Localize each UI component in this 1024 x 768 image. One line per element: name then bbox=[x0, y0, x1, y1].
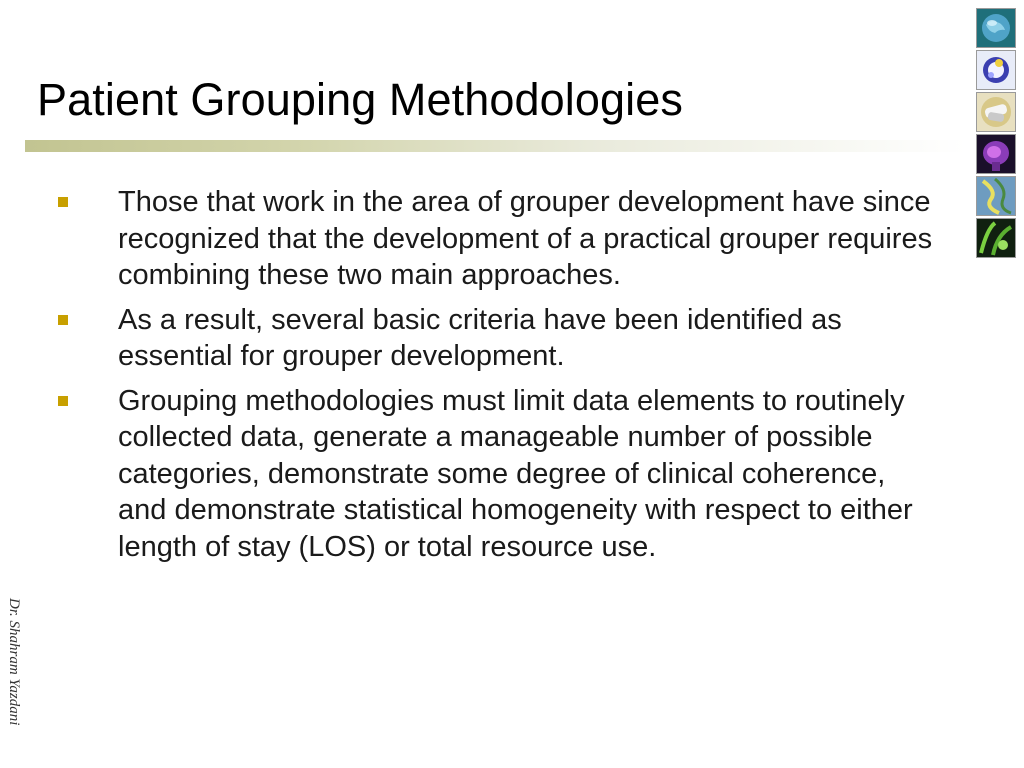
cells-thumbnail-icon bbox=[976, 218, 1016, 258]
bullet-item bbox=[58, 302, 938, 375]
globe-thumbnail-icon bbox=[976, 8, 1016, 48]
dna-thumbnail-icon bbox=[976, 176, 1016, 216]
pills-thumbnail-icon bbox=[976, 92, 1016, 132]
thumbnail-strip bbox=[976, 8, 1016, 258]
bullet-text: As a result, several basic criteria have been identified as essential for grouper development. bbox=[118, 303, 842, 372]
bullet-item bbox=[58, 184, 938, 294]
bullet-text: Those that work in the area of grouper development have since recognized that the development of a practical grouper requires combining these two main approaches. bbox=[118, 186, 933, 291]
brain-scan-thumbnail-icon bbox=[976, 134, 1016, 174]
bullet-square-icon bbox=[58, 315, 68, 325]
author-watermark: Dr. Shahram Yazdani bbox=[6, 598, 22, 726]
bullet-square-icon bbox=[58, 197, 68, 207]
title-underline bbox=[25, 140, 965, 152]
bullet-text: Grouping methodologies must limit data elements to routinely collected data, generate a manageable number of possible categories, demonstrate some degree of clinical coherence, and demonstrate statistical homogeneity with respect to either length of stay (LOS) or total resource use. bbox=[118, 384, 913, 563]
bullet-square-icon bbox=[58, 396, 68, 406]
bullet-item bbox=[58, 383, 938, 566]
bullet-list bbox=[58, 184, 938, 573]
molecule-thumbnail-icon bbox=[976, 50, 1016, 90]
slide-title: Patient Grouping Methodologies bbox=[37, 74, 683, 125]
